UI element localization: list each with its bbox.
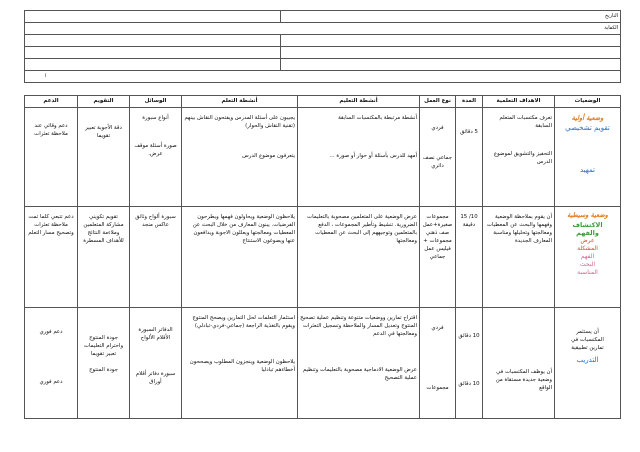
duration-text: 10/ 15 دقيقة [460, 214, 478, 228]
assessment-cell [78, 308, 130, 419]
lesson-table [24, 95, 621, 419]
situation-line: تمارين تطبيقية [571, 345, 604, 351]
situation-line: والفهم [576, 229, 599, 237]
teaching-text: أمهد للدرس بأسئلة أو حوار أو صورة … [329, 153, 417, 159]
learning-text: استثمار التعلمات لحل التمارين ويصحح المنتوج ويقوم بالتغذية الراجعة (جماعي-فردي-تبادلي) [192, 315, 295, 329]
date-label: التاريخ [605, 13, 618, 19]
assessment-text: تقويم تكويني مشاركة المتعلمين وملاءمة النتائج للأهداف المسطرة [83, 214, 124, 244]
work-type-text: فردي [431, 125, 444, 131]
support-cell [25, 108, 78, 207]
teaching-text: عرض الوضعية على المتعلمين مصحوبة بالتعليمات الضرورية. تنشيط وتأطير المجموعات ، الدفع بالمتعلمين وتوجيههم إلى البحث عن المعطيات ومعالجتها [307, 214, 417, 244]
table-row [25, 207, 621, 308]
header-row-cell [25, 59, 281, 71]
col-header-learning: أنشطة التعلم [182, 96, 298, 108]
situation-line: المناسبة [577, 269, 598, 276]
assessment-text: جودة المنتوج واحترام التعليمات تعبير تقويما [83, 335, 124, 357]
header-row-cell [281, 35, 621, 47]
learning-cell [182, 207, 298, 308]
assessment-cell [78, 207, 130, 308]
header-row-cell [281, 59, 621, 71]
teaching-cell [298, 207, 420, 308]
header-extra-mark: i [45, 73, 47, 79]
competency-field [25, 23, 621, 35]
col-header-situations: الوضعيات [555, 96, 621, 108]
objective-text: أن يقوم بملاحظة الوضعية وفهمها والبحث عن المعطيات ومعالجتها وتحليلها ومناسبة المعارف الجديدة [486, 214, 552, 244]
situation-cell [555, 308, 621, 419]
objective-text: التحفيز والتشويق لموضوع الدرس [493, 151, 552, 165]
col-header-objectives: الاهداف التعلمية [483, 96, 555, 108]
duration-text: 10 دقائق [458, 333, 480, 339]
header-row-cell [25, 47, 281, 59]
means-text: الدفاتر السبورة الأقلام الألواح [138, 327, 173, 341]
header-blank-cell [25, 11, 281, 23]
table-row [25, 308, 621, 419]
objectives-cell [483, 207, 555, 308]
situation-line: المشكلة [577, 245, 598, 252]
header-row [25, 96, 621, 108]
learning-cell [182, 308, 298, 419]
work-type-cell [420, 207, 456, 308]
learning-text: يلاحظون الوضعية ويحاولون فهمها ويطرحون الفرضيات. يبنون المعارف من خلال البحث عن المعطيات ومعالجتها ويعللون الاجوبة ويدافعون عنها ويصوغون الاستنتاج [192, 214, 295, 244]
means-cell [130, 308, 182, 419]
situation-title: وضعية وسيطية [567, 211, 608, 219]
support-cell [25, 308, 78, 419]
situation-cell [555, 207, 621, 308]
assessment-text: دقة الأجوبة تعبير تقويما [85, 125, 122, 139]
assessment-cell [78, 108, 130, 207]
work-type-text: مجموعات [426, 385, 449, 391]
duration-text: 5 دقائق [460, 129, 478, 135]
work-type-text: مجموعات صغيرة+عمل صف ذهني مجموعات + فيليس عمل جماعي [422, 214, 453, 260]
objectives-cell [483, 108, 555, 207]
header-row-cell [25, 35, 281, 47]
support-text: دعم تتبعي كلما تمت ملاحظة تعثرات وتصحيح مسار التعلم [28, 214, 74, 236]
col-header-support: الدعم [25, 96, 78, 108]
col-header-work-type: نوع العمل [420, 96, 456, 108]
competency-label: الكفاية [604, 25, 618, 31]
support-text: دعم فوري [39, 329, 63, 335]
situation-title: وضعية أولية [571, 114, 604, 122]
work-type-cell [420, 108, 456, 207]
learning-text: يجيبون على أسئلة المدرس ويفتحون النقاش بينهم (تقنية النقاش والحوار) [184, 115, 295, 129]
means-text: سبورة ألواح وثائق عاكس منجد [135, 214, 176, 228]
learning-text: يتعرفون موضوع الدرس [242, 153, 295, 159]
learning-text: يلاحظون الوضعية وينجزون المطلوب ويصححون أخطاءهم تبادليا [189, 359, 295, 373]
col-header-means: الوسائل [130, 96, 182, 108]
situation-line: الاكتشاف [572, 221, 603, 229]
situation-line: عرض [580, 237, 595, 244]
objective-text: تعرف مكتسبات المتعلم السابقة [499, 115, 552, 129]
duration-cell [456, 207, 483, 308]
teaching-text: عرض الوضعية الادماجية مصحوبة بالتعليمات وتنظيم عملية التصحيح [302, 367, 417, 381]
situation-cell [555, 108, 621, 207]
teaching-cell [298, 308, 420, 419]
situation-label: التدريب [576, 356, 599, 364]
duration-text: 10 دقائق [458, 381, 480, 387]
means-cell [130, 207, 182, 308]
situation-subtitle: تقويم تشخيصي [565, 124, 610, 132]
col-header-duration: المدة [456, 96, 483, 108]
duration-cell [456, 308, 483, 419]
header-row-cell [281, 47, 621, 59]
work-type-text: جماعي نصف دائري [422, 155, 453, 169]
means-text: أنواع سبورة [142, 115, 169, 121]
date-field [281, 11, 621, 23]
situation-line: المكتسبات في [571, 337, 604, 343]
col-header-teaching: أنشطة التعليم [298, 96, 420, 108]
objective-text: أن يوظف المكتسبات في وضعية جديدة مستقاة من الواقع [495, 369, 552, 391]
support-cell [25, 207, 78, 308]
situation-line: الفهم [580, 253, 595, 260]
table-row [25, 108, 621, 207]
situation-line: البحث [579, 261, 596, 268]
means-cell [130, 108, 182, 207]
col-header-assessment: التقويم [78, 96, 130, 108]
header-table [24, 10, 621, 83]
work-type-cell [420, 308, 456, 419]
teaching-text: أنشطة مرتبطة بالمكتسبات السابقة [338, 115, 417, 121]
assessment-text: جودة المنتوج [89, 367, 118, 373]
support-text: دعم وقائي عند ملاحظة تعثرات [34, 123, 68, 137]
learning-cell [182, 108, 298, 207]
work-type-text: فردي [431, 325, 444, 331]
means-text: صورة أسئلة موقف عرض. [134, 143, 177, 157]
header-row-cell [25, 71, 621, 83]
teaching-text: اقتراح تمارين ووضعيات متنوعة وتنظيم عملية تصحيح المنتوج وتعديل المسار والملاحظة وتسجيل التعثرات ومعالجتها في الدعم [300, 315, 417, 337]
teaching-cell [298, 108, 420, 207]
situation-main: تمهيد [579, 166, 595, 174]
situation-line: أن يستثمر [576, 329, 599, 335]
duration-cell [456, 108, 483, 207]
objectives-cell [483, 308, 555, 419]
support-text: دعم فوري [39, 379, 63, 385]
means-text: سبورة دفاتر أقلام أوراق [135, 371, 176, 385]
